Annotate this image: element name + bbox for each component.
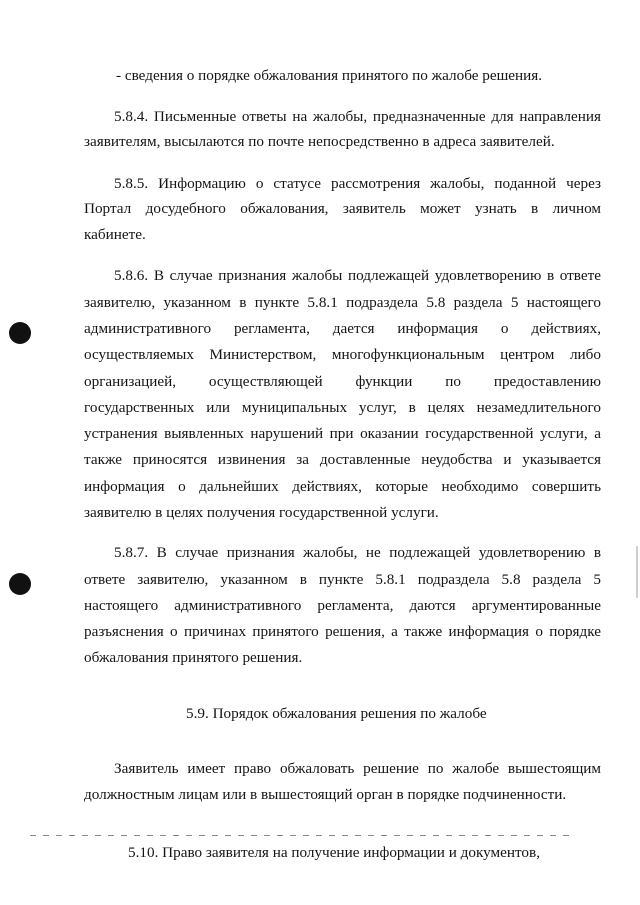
section-heading: 5.10. Право заявителя на получение информации и документов, bbox=[128, 844, 540, 861]
paragraph-line: Заявитель имеет право обжаловать решение по жалобе вышестоящим bbox=[114, 760, 601, 777]
scan-noise-line bbox=[30, 835, 570, 836]
paragraph-line: настоящего административного регламента, даются аргументированные bbox=[84, 597, 601, 614]
paragraph-line: также приносятся извинения за доставленные неудобства и указывается bbox=[84, 451, 601, 468]
paragraph-line: 5.8.5. Информацию о статусе рассмотрения жалобы, поданной через bbox=[114, 175, 601, 192]
paragraph-line: заявителю, указанном в пункте 5.8.1 подраздела 5.8 раздела 5 настоящего bbox=[84, 294, 601, 311]
section-heading: 5.9. Порядок обжалования решения по жалобе bbox=[186, 705, 487, 722]
paragraph-line: заявителю в целях получения государственной услуги. bbox=[84, 504, 439, 521]
paragraph-line: должностным лицам или в вышестоящий орган в порядке подчиненности. bbox=[84, 786, 567, 803]
paragraph-line: разъяснения о причинах принятого решения, а также информация о порядке bbox=[84, 623, 601, 640]
paragraph-line: Портал досудебного обжалования, заявитель может узнать в личном bbox=[84, 200, 601, 217]
paragraph-line: 5.8.6. В случае признания жалобы подлежащей удовлетворению в ответе bbox=[114, 267, 601, 284]
paragraph-line: организацией, осуществляющей функции по предоставлению bbox=[84, 373, 601, 390]
paragraph-line: информация о дальнейших действиях, которые необходимо совершить bbox=[84, 478, 601, 495]
paragraph-line: государственных или муниципальных услуг, в целях незамедлительного bbox=[84, 399, 601, 416]
paragraph-line: ответе заявителю, указанном в пункте 5.8.1 подраздела 5.8 раздела 5 bbox=[84, 571, 601, 588]
punch-hole-top bbox=[9, 322, 31, 344]
paragraph-line: административного регламента, дается информация о действиях, bbox=[84, 320, 601, 337]
paragraph-line: кабинете. bbox=[84, 226, 146, 243]
scan-edge-mark bbox=[636, 546, 638, 598]
paragraph-line: заявителям, высылаются по почте непосредственно в адреса заявителей. bbox=[84, 133, 555, 150]
paragraph-line: обжалования принятого решения. bbox=[84, 649, 303, 666]
paragraph-line: осуществляемых Министерством, многофункциональным центром либо bbox=[84, 346, 601, 363]
paragraph-line: устранения выявленных нарушений при оказании государственной услуги, а bbox=[84, 425, 601, 442]
paragraph-line: 5.8.7. В случае признания жалобы, не подлежащей удовлетворению в bbox=[114, 544, 601, 561]
paragraph-line: 5.8.4. Письменные ответы на жалобы, предназначенные для направления bbox=[114, 108, 601, 125]
punch-hole-bottom bbox=[9, 573, 31, 595]
paragraph-line: - сведения о порядке обжалования принятого по жалобе решения. bbox=[116, 67, 543, 84]
